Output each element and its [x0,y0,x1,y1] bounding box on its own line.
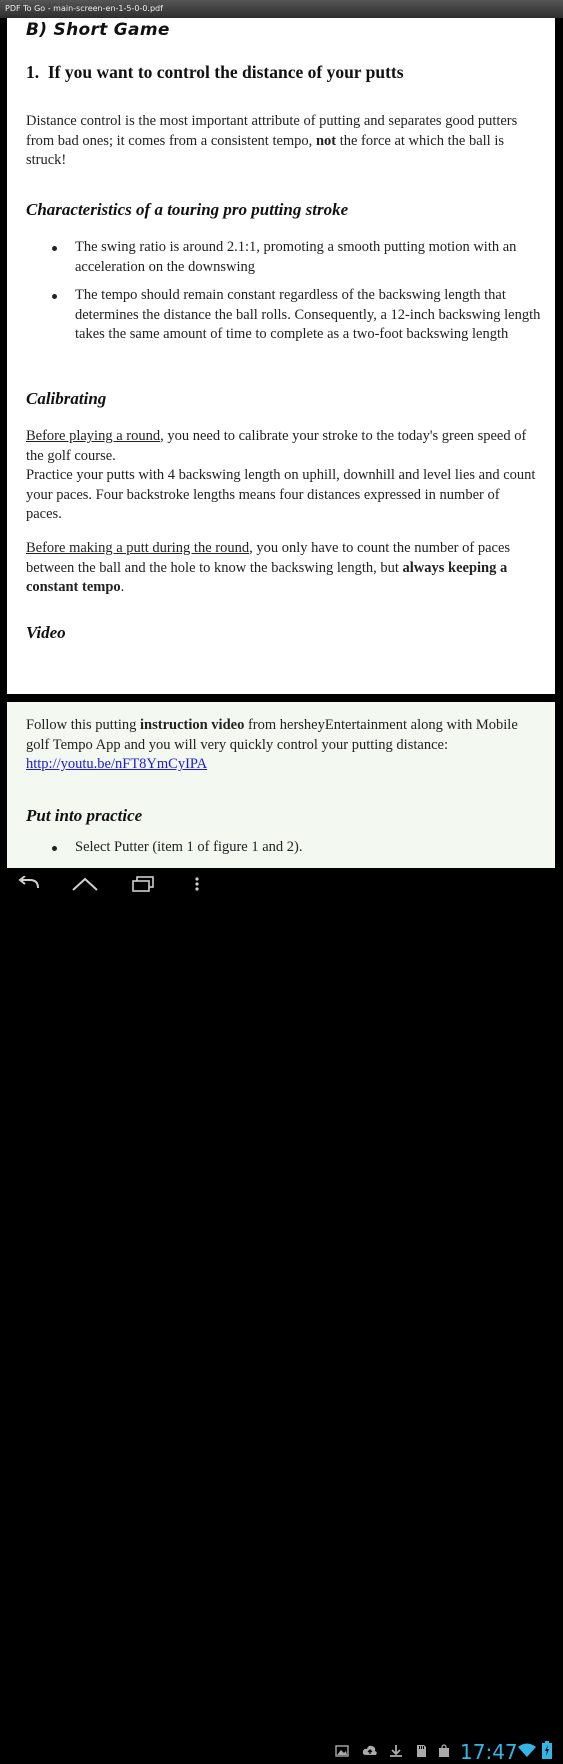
window-title: PDF To Go - main-screen-en-1-5-0-0.pdf [0,0,563,18]
intro-bold: not [315,132,337,149]
paragraph-text: , you need to calibrate your stroke to the today's green speed of the golf course. [26,428,527,464]
paragraph-text: Follow this putting [26,717,141,733]
battery-icon [542,1741,552,1759]
calibrating-paragraph-3 [26,539,536,598]
heading-number: 1. [26,62,40,82]
wifi-icon [518,1742,536,1758]
bullet-dot [52,294,57,299]
bold-text: always keeping a constant tempo [26,559,508,595]
download-icon [389,1744,403,1758]
home-icon[interactable] [68,868,102,900]
system-bar [0,868,563,1764]
video-paragraph [26,716,544,775]
upload-icon [362,1744,378,1758]
gallery-icon [335,1744,349,1758]
shop-icon [437,1744,451,1758]
heading-1 [26,62,404,83]
practice-heading: Put into practice [26,806,143,825]
recent-apps-icon[interactable] [126,868,160,900]
menu-icon[interactable] [190,868,204,900]
calibrating-paragraph-1 [26,427,536,466]
bullet-dot [52,246,57,251]
underlined-text: Before making a putt during the round [26,540,250,556]
video-link[interactable]: http://youtu.be/nFT8YmCyIPA [26,756,208,772]
calibrating-paragraph-2: Practice your putts with 4 backswing length on uphill, downhill and level lies and count your paces. Four backstroke lengths means four distances expressed in number of paces. [26,467,536,522]
paragraph-text: , you only have to count the number of paces between the ball and the hole to know the backswing length, but [26,540,511,576]
calibrating-heading: Calibrating [26,389,107,408]
back-icon[interactable] [14,868,44,900]
pdf-page-2 [7,702,555,868]
underlined-text: Before playing a round [26,428,161,444]
sd-card-icon [414,1744,428,1758]
bold-text: instruction video [140,717,245,733]
bullet-dot [52,846,57,851]
status-clock: 17:47 [460,1740,518,1764]
intro-text: Distance control is the most important attribute of putting and separates good putters from bad ones; it comes from a consistent tempo, [26,113,518,149]
intro-paragraph [26,112,546,171]
heading-text: If you want to control the distance of your putts [47,62,404,82]
section-title: B) Short Game [26,20,170,40]
characteristics-heading: Characteristics of a touring pro putting stroke [26,200,349,219]
pdf-page-1 [7,18,555,694]
intro-text-end: the force at which the ball is struck! [26,132,504,168]
paragraph-end: . [120,579,125,595]
bullet-item: The swing ratio is around 2.1:1, promoting a smooth putting motion with an acceleration on the downswing [75,239,517,275]
video-heading: Video [26,623,66,642]
bullet-item: Select Putter (item 1 of figure 1 and 2). [75,839,303,855]
bullet-item: The tempo should remain constant regardless of the backswing length that determines the distance the ball rolls. Consequently, a 12-inch backswing length takes the same amount of time to complete as a two-foot backswing length [75,287,541,342]
paragraph-text: from hersheyEntertainment along with Mobile golf Tempo App and you will very quickly control your putting distance: [26,717,518,753]
